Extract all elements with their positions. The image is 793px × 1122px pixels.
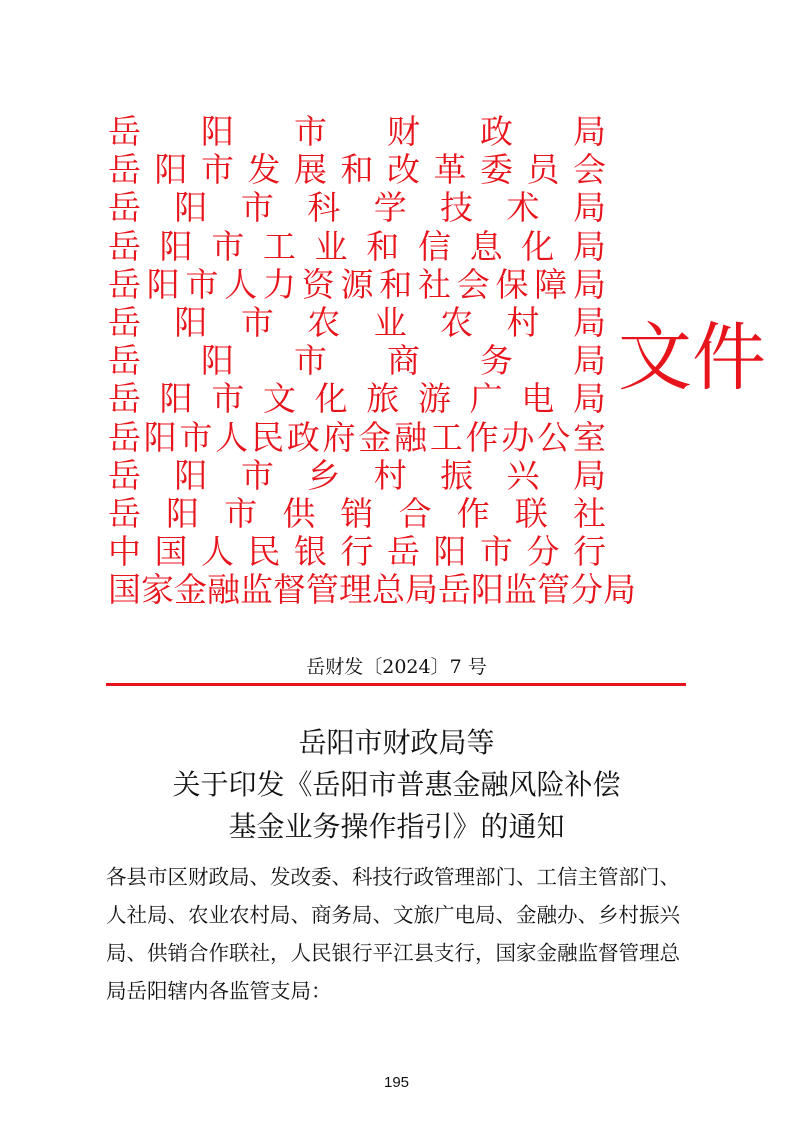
agency-char: 农 [440, 303, 474, 343]
agency-char: 岳 [108, 150, 141, 190]
title-line: 岳阳市财政局等 [298, 726, 495, 759]
agency-char: 岳 [387, 532, 420, 572]
agency-char: 局 [573, 264, 606, 304]
agency-char: 国 [108, 570, 141, 610]
recipients-paragraph [106, 858, 691, 1010]
agency-char: 岳 [438, 570, 471, 610]
agency-char: 和 [340, 150, 374, 190]
agency-char: 旅 [366, 379, 400, 419]
recipients-line: 各县市区财政局、发改委、科技行政管理部门、工信主管部门、 [106, 865, 680, 889]
issuing-agencies [108, 112, 636, 610]
agency-char: 府 [322, 417, 356, 457]
agency-char: 农 [307, 303, 341, 343]
agency-char: 市 [240, 303, 274, 343]
agency-char: 兴 [506, 455, 540, 495]
document-type-label: 文件 [618, 315, 766, 401]
agency-name-row [108, 495, 606, 533]
agency-char: 人 [201, 532, 234, 572]
agency-char: 分 [570, 570, 603, 610]
agency-char: 总 [372, 570, 405, 610]
agency-char: 融 [394, 417, 428, 457]
agency-char: 业 [314, 226, 348, 266]
agency-name-row [108, 189, 606, 227]
agency-char: 发 [247, 150, 281, 190]
agency-char: 商 [387, 341, 420, 381]
agency-char: 员 [526, 150, 560, 190]
agency-name-row [108, 113, 606, 151]
agency-char: 阳 [154, 150, 188, 190]
agency-char: 会 [573, 150, 606, 190]
agency-char: 联 [514, 493, 548, 533]
agency-char: 局 [572, 226, 606, 266]
agency-char: 广 [469, 379, 503, 419]
agency-name-row [108, 570, 636, 610]
agency-char: 阳 [174, 303, 208, 343]
agency-char: 市 [240, 188, 274, 228]
agency-char: 家 [141, 570, 174, 610]
agency-char: 局 [603, 570, 636, 610]
agency-char: 局 [573, 112, 606, 152]
agency-char: 和 [379, 264, 413, 304]
agency-char: 人 [224, 264, 258, 304]
agency-char: 术 [506, 188, 540, 228]
agency-char: 务 [480, 341, 513, 381]
agency-char: 中 [108, 532, 141, 572]
agency-char: 公 [537, 417, 571, 457]
recipients-line: 局、供销合作联社，人民银行平江县支行，国家金融监督管理总 [106, 941, 680, 965]
agency-char: 工 [429, 417, 463, 457]
agency-char: 社 [573, 493, 606, 533]
agency-char: 乡 [307, 455, 341, 495]
agency-char: 岳 [108, 455, 141, 495]
agency-char: 市 [294, 341, 327, 381]
agency-name-row [108, 533, 606, 571]
agency-name-row [108, 228, 606, 266]
agency-char: 岳 [108, 264, 141, 304]
agency-char: 合 [398, 493, 432, 533]
agency-char: 技 [440, 188, 474, 228]
agency-char: 村 [373, 455, 407, 495]
agency-char: 信 [417, 226, 451, 266]
agency-char: 理 [339, 570, 372, 610]
agency-char: 市 [240, 455, 274, 495]
agency-name-row [108, 151, 606, 189]
agency-char: 阳 [159, 226, 193, 266]
agency-char: 学 [373, 188, 407, 228]
agency-char: 障 [534, 264, 568, 304]
agency-char: 市 [185, 264, 219, 304]
agency-char: 财 [387, 112, 420, 152]
agency-char: 化 [314, 379, 348, 419]
agency-char: 局 [573, 341, 606, 381]
agency-char: 市 [480, 532, 513, 572]
agency-char: 资 [301, 264, 335, 304]
recipients-line: 局岳阳辖内各监管支局： [106, 979, 332, 1003]
agency-char: 村 [506, 303, 540, 343]
agency-char: 阳 [471, 570, 504, 610]
agency-char: 供 [282, 493, 316, 533]
agency-char: 金 [174, 570, 207, 610]
title-line: 基金业务操作指引》的通知 [228, 810, 565, 843]
agency-char: 管 [537, 570, 570, 610]
agency-char: 督 [273, 570, 306, 610]
agency-char: 化 [521, 226, 555, 266]
agency-char: 阳 [146, 264, 180, 304]
agency-char: 分 [526, 532, 560, 572]
agency-char: 市 [211, 226, 245, 266]
agency-char: 工 [262, 226, 296, 266]
agency-char: 室 [572, 417, 606, 457]
agency-char: 阳 [166, 493, 200, 533]
agency-name-row [108, 304, 606, 342]
agency-char: 监 [240, 570, 273, 610]
agency-char: 市 [211, 379, 245, 419]
recipients-line: 人社局、农业农村局、商务局、文旅广电局、金融办、乡村振兴 [106, 903, 680, 927]
agency-char: 阳 [143, 417, 177, 457]
agency-char: 岳 [108, 417, 141, 457]
agency-char: 行 [573, 532, 606, 572]
agency-char: 保 [495, 264, 529, 304]
agency-char: 作 [456, 493, 490, 533]
agency-char: 岳 [108, 112, 141, 152]
agency-char: 民 [247, 532, 281, 572]
agency-char: 和 [366, 226, 400, 266]
agency-char: 阳 [174, 455, 208, 495]
agency-char: 文 [262, 379, 296, 419]
agency-char: 局 [572, 303, 606, 343]
agency-char: 局 [572, 379, 606, 419]
agency-char: 力 [263, 264, 296, 304]
document-number: 岳财发〔2024〕7 号 [306, 656, 487, 678]
agency-char: 社 [418, 264, 451, 304]
agency-name-row [108, 380, 606, 418]
agency-char: 岳 [108, 493, 141, 533]
agency-char: 阳 [201, 112, 234, 152]
agency-char: 市 [179, 417, 213, 457]
title-line: 关于印发《岳阳市普惠金融风险补偿 [172, 768, 621, 801]
agency-char: 电 [521, 379, 555, 419]
agency-char: 局 [405, 570, 438, 610]
agency-char: 息 [469, 226, 503, 266]
red-divider-line [106, 683, 686, 686]
agency-char: 金 [358, 417, 392, 457]
agency-char: 阳 [174, 188, 208, 228]
agency-char: 源 [340, 264, 374, 304]
agency-char: 人 [215, 417, 249, 457]
agency-char: 政 [286, 417, 320, 457]
page-number: 195 [383, 1074, 410, 1091]
agency-char: 监 [504, 570, 537, 610]
agency-char: 国 [154, 532, 188, 572]
agency-char: 银 [294, 532, 327, 572]
agency-char: 政 [480, 112, 513, 152]
agency-char: 岳 [108, 379, 141, 419]
agency-char: 岳 [108, 303, 141, 343]
agency-char: 办 [501, 417, 535, 457]
agency-char: 振 [440, 455, 474, 495]
agency-char: 局 [572, 455, 606, 495]
agency-char: 市 [294, 112, 327, 152]
agency-char: 行 [340, 532, 374, 572]
agency-char: 融 [207, 570, 240, 610]
agency-char: 阳 [433, 532, 467, 572]
agency-char: 游 [417, 379, 451, 419]
agency-char: 阳 [159, 379, 193, 419]
agency-char: 委 [480, 150, 513, 190]
agency-name-row [108, 266, 606, 304]
agency-char: 展 [294, 150, 327, 190]
agency-char: 岳 [108, 226, 141, 266]
notice-title [0, 722, 793, 848]
agency-char: 岳 [108, 188, 141, 228]
agency-char: 销 [340, 493, 374, 533]
agency-char: 局 [572, 188, 606, 228]
agency-char: 管 [306, 570, 339, 610]
agency-char: 市 [201, 150, 234, 190]
agency-char: 科 [307, 188, 341, 228]
agency-char: 作 [465, 417, 499, 457]
agency-name-row [108, 419, 606, 457]
agency-char: 阳 [201, 341, 234, 381]
agency-char: 会 [456, 264, 490, 304]
agency-char: 民 [251, 417, 285, 457]
agency-char: 市 [224, 493, 258, 533]
agency-name-row [108, 457, 606, 495]
agency-char: 业 [373, 303, 407, 343]
agency-char: 革 [433, 150, 467, 190]
agency-char: 改 [387, 150, 420, 190]
agency-char: 岳 [108, 341, 141, 381]
agency-name-row [108, 342, 606, 380]
